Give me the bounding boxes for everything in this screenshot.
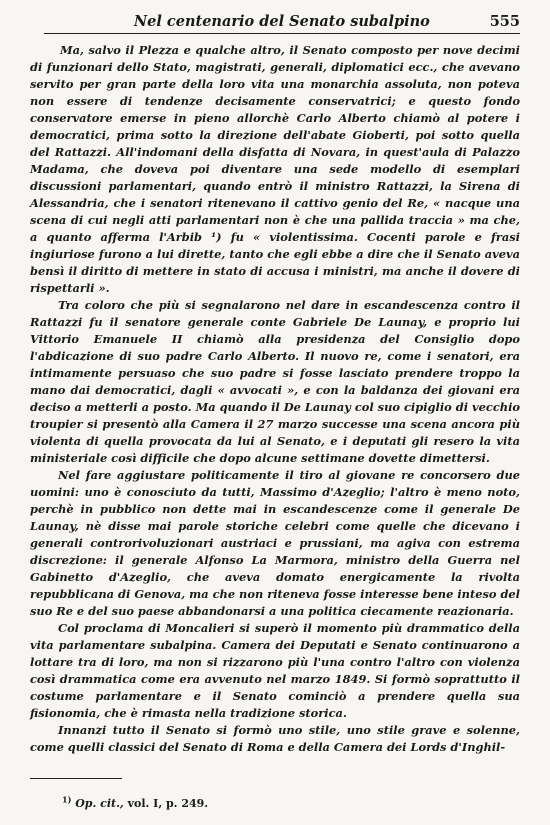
- running-header: [44, 8, 520, 34]
- page-number: 555: [489, 13, 520, 30]
- running-title: Nel centenario del Senato subalpino: [133, 13, 430, 30]
- footnote-marker: 1): [62, 794, 72, 805]
- footnote-divider: [30, 778, 122, 779]
- paragraph: Innanzi tutto il Senato si formò uno stile, uno stile grave e solenne, come quelli classici del Senato di Roma e della Camera dei Lords d'Inghil-: [30, 723, 520, 754]
- footnote-citation: Op. cit.,: [75, 797, 124, 810]
- body-text: [30, 42, 520, 756]
- paragraph: Nel fare aggiustare politicamente il tiro al giovane re concorsero due uomini: uno è conosciuto da tutti, Massimo d'Azeglio; l'altro è meno noto, perchè in pubblico non dette mai in escandescenze come il generale De Launay, nè disse mai parole storiche celebri come quelle che dicevano i generali controrivoluzionari austriaci e prussiani, ma agiva con estrema discrezione: il generale Alfonso La Marmora, ministro della Guerra nel Gabinetto d'Azeglio, che aveva domato energicamente la rivolta repubblicana di Genova, ma che non riteneva fosse interesse bene inteso del suo Re e del suo paese abbandonarsi a una politica ciecamente reazionaria.: [30, 468, 520, 618]
- paragraph: Col proclama di Moncalieri si superò il momento più drammatico della vita parlamentare subalpina. Camera dei Deputati e Senato continuarono a lottare tra di loro, ma non si rizzarono più l'una contro l'altro con violenza così drammatica come era avvenuto nel marzo 1849. Si formò soprattutto il costume parlamentare e il Senato cominciò a prendere quella sua fisionomia, che è rimasta nella tradizione storica.: [30, 621, 520, 720]
- paragraph: Tra coloro che più si segnalarono nel dare in escandescenza contro il Rattazzi fu il senatore generale conte Gabriele De Launay, e proprio lui Vittorio Emanuele II chiamò alla presidenza del Consiglio dopo l'abdicazione di suo padre Carlo Alberto. Il nuovo re, come i senatori, era intimamente persuaso che suo padre si fosse lasciato prendere troppo la mano dai democratici, dagli « avvocati », e con la baldanza dei giovani era deciso a metterli a posto. Ma quando il De Launay col suo cipiglio di vecchio troupier si presentò alla Camera il 27 marzo successe una scena ancora più violenta di quella provocata da lui al Senato, e i deputati gli resero la vita ministeriale così difficile che dopo alcune settimane dovette dimettersi.: [30, 298, 520, 465]
- paragraph: Ma, salvo il Plezza e qualche altro, il Senato composto per nove decimi di funzionari dello Stato, magistrati, generali, diplomatici ecc., che avevano servito per gran parte della loro vita una monarchia assoluta, non poteva non essere di tendenze decisamente conservatrici; e questo fondo conservatore emerse in pieno allorchè Carlo Alberto chiamò al potere i democratici, prima sotto la direzione dell'abate Gioberti, poi sotto quella del Rattazzi. All'indomani della disfatta di Novara, in quest'aula di Palazzo Madama, che doveva poi diventare una sede modello di esemplari discussioni parlamentari, quando entrò il ministro Rattazzi, la Sirena di Alessandria, che i senatori ritenevano il cattivo genio del Re, « nacque una scena di cui negli atti parlamentari non è che una pallida traccia » ma che, a quanto afferma l'Arbib ¹) fu « violentissima. Cocenti parole e frasi ingiuriose furono a lui dirette, tanto che egli ebbe a dire che il Senato aveva bensì il diritto di mettere in stato di accusa i ministri, ma anche il dovere di rispettarli ».: [30, 43, 520, 295]
- footnote-reference: vol. I, p. 249.: [127, 797, 209, 810]
- footnote: [62, 794, 209, 810]
